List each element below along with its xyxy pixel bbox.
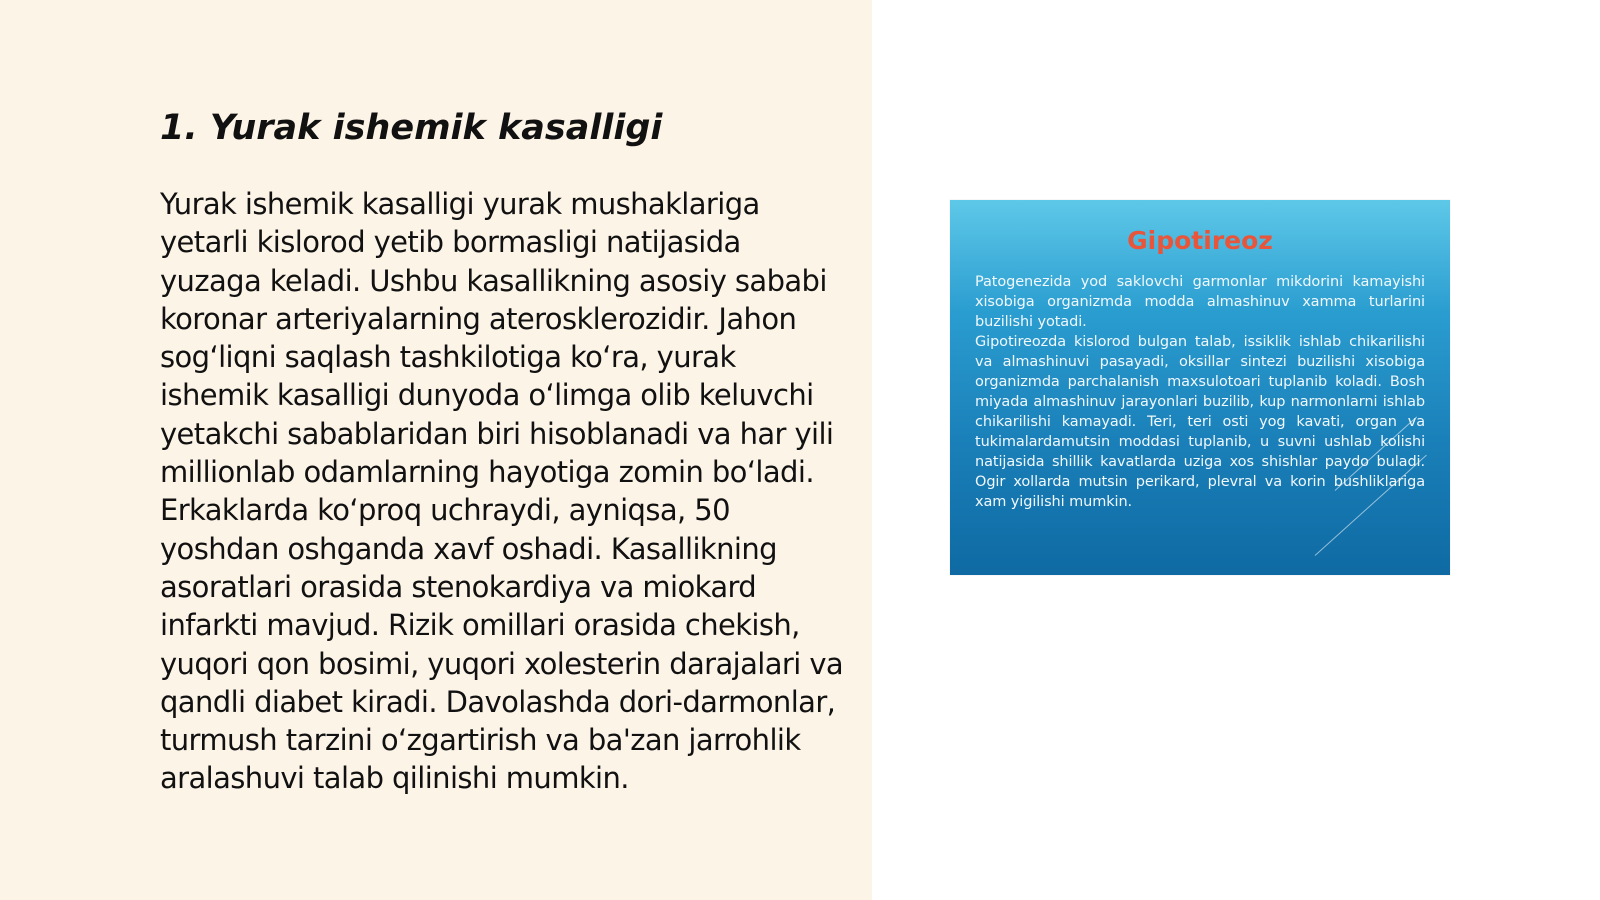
image-paragraph-1: Patogenezida yod saklovchi garmonlar mikdorini kamayishi xisobiga organizmda modda almashinuv xamma turlarini buzilishi yotadi. <box>975 274 1425 330</box>
slide-title: 1. Yurak ishemik kasalligi <box>160 108 663 148</box>
slide-body-text: Yurak ishemik kasalligi yurak mushaklariga yetarli kislorod yetib bormasligi natijasida yuzaga keladi. Ushbu kasallikning asosiy sababi koronar arteriyalarning aterosklerozidir. Jahon sog‘liqni saqlash tashkilotiga ko‘ra, yurak ishemik kasalligi dunyoda o‘limga olib keluvchi yetakchi sabablaridan biri hisoblanadi va har yili millionlab odamlarning hayotiga zomin bo‘ladi. Erkaklarda ko‘proq uchraydi, ayniqsa, 50 yoshdan oshganda xavf oshadi. Kasallikning asoratlari orasida stenokardiya va miokard infarkti mavjud. Rizik omillari orasida chekish, yuqori qon bosimi, yuqori xolesterin darajalari va qandli diabet kiradi. Davolashda dori-darmonlar, turmush tarzini o‘zgartirish va ba'zan jarrohlik aralashuvi talab qilinishi mumkin. <box>160 187 844 796</box>
image-text <box>975 272 1425 512</box>
image-paragraph-2: Gipotireozda kislorod bulgan talab, issiklik ishlab chikarilishi va almashinuvi pasayadi, oksillar sintezi buzilishi xisobiga organizmda parchalanish maxsulotoari tuplanib koladi. Bosh miyada almashinuv jarayonlari buzilib, kup narmonlarni ishlab chikarilishi kamayadi. Teri, teri osti yog kavati, organ va tukimalardamutsin moddasi tuplanib, u suvni ushlab kolishi natijasida shillik kavatlarda uziga xos shishlar paydo buladi. Ogir xollarda mutsin perikard, plevral va korin bushliklariga xam yigilishi mumkin. <box>975 334 1425 510</box>
hypothyroidism-slide-image <box>950 200 1450 575</box>
image-title: Gipotireoz <box>1127 226 1273 255</box>
